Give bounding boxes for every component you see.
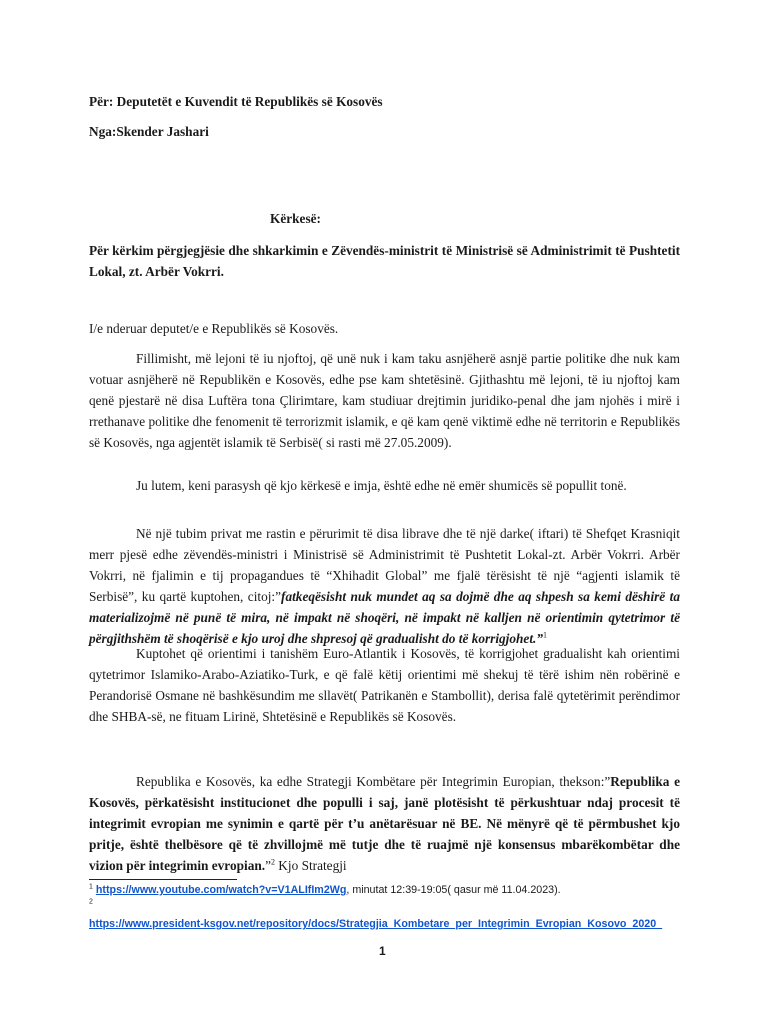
paragraph-text: Në një tubim privat me rastin e përurimit të disa librave dhe të një darke( iftari) të Shefqet Krasniqit merr pjesë edhe zëvendës-ministri i Ministrisë së Administrimit të Pushtetit Lokal-zt. Arbër Vokrri. Arbër Vokrri, në fjalimin e tij propagandues të “Xhihadit Global” me fjalë tërësisht të një “agjenti islamik të Serbisë”, ku qartë kuptohen, citoj:”: [89, 526, 680, 604]
quote-close: ”: [265, 858, 271, 873]
sender-line: Nga:Skender Jashari: [89, 124, 209, 139]
footnote-2-link[interactable]: https://www.president-ksgov.net/repository/docs/Strategjia_Kombetare_per_Integrimin_Evropian_Kosovo_2020_: [89, 918, 663, 930]
quote-text: Republika e Kosovës, përkatësisht institucionet dhe populli i saj, janë plotësisht të përkushtuar ndaj procesit të integrimit evropian me synimin e qartë për t’u anëtarësuar në BE. Në mënyrë që të përmbushet kjo pritje, është thelbësore që të zhvillojmë më tutje dhe të ruajmë një konsensus mbarëkombëtar dhe vizion për integrimin evropian.: [89, 774, 680, 873]
footnote-ref-1[interactable]: 1: [542, 630, 547, 640]
footnote-ref-2[interactable]: 2: [270, 857, 275, 867]
footnote-2-body: [89, 918, 662, 930]
footnote-2: [89, 899, 93, 911]
paragraph-text: Republika e Kosovës, ka edhe Strategji Kombëtare për Integrimin Europian, thekson:”: [136, 774, 611, 789]
paragraph-orientation: Kuptohet që orientimi i tanishëm Euro-Atlantik i Kosovës, të korrigjohet gradualisht kah orientimi qytetrimor Islamiko-Arabo-Aziatiko-Turk, e që falë këtij orientimi më shekuj të tërë ishim nën robërinë e Perandorisë Osmane në bashkësundim me sllavët( Patrikanën e Stambollit), derisa falë qytetërimit perëndimor dhe SHBA-së, ne fituam Lirinë, Shtetësinë e Republikës së Kosovës.: [89, 646, 680, 724]
salutation: I/e nderuar deputet/e e Republikës së Kosovës.: [89, 321, 339, 336]
footnote-separator: [89, 879, 237, 880]
page-number: 1: [379, 944, 386, 958]
request-title: Kërkesë:: [270, 211, 321, 226]
paragraph-continuation: Kjo Strategji: [274, 858, 347, 873]
paragraph-intro: Fillimisht, më lejoni të iu njoftoj, që unë nuk i kam taku asnjëherë asnjë partie politike dhe nuk kam votuar asnjëherë në Republikën e Kosovës, edhe pse kam shtetësinë. Gjithashtu më lejoni, të iu njoftoj kam qenë pjestarë në disa Luftëra tona Çlirimtare, kam studiuar drejtimin juridiko-penal dhe jam njohës i mirë i rrethanave politike dhe fenomenit të terrorizmit islamik, e që kam qenë viktimë edhe në territorin e Republikës së Kosovës, nga agjentët islamik të Serbisë( si rasti më 27.05.2009).: [89, 351, 680, 450]
paragraph-request-note: Ju lutem, keni parasysh që kjo kërkesë e imja, është edhe në emër shumicës së popullit tonë.: [136, 478, 627, 493]
footnote-1: [89, 884, 561, 896]
paragraph-speech-quote: [89, 523, 680, 649]
footnote-number: 2: [89, 898, 93, 906]
footnote-1-link[interactable]: https://www.youtube.com/watch?v=V1ALIfIm2Wg: [95, 884, 347, 896]
footnote-1-text: , minutat 12:39-19:05( qasur më 11.04.2023).: [346, 884, 561, 896]
paragraph-strategy: [89, 771, 680, 876]
quote-text: fatkeqësisht nuk mundet aq sa dojmë dhe aq shpesh sa kemi dëshirë ta materializojmë në punë të mira, në impakt në shoqëri, në impakt në kalljen në orientimin qytetrimor të përgjithshëm të shoqërisë e kjo uroj dhe shpresoj që gradualisht do të korrigjohet.”: [89, 589, 680, 646]
footnote-number: 1: [89, 883, 93, 891]
recipient-line: Për: Deputetët e Kuvendit të Republikës së Kosovës: [89, 94, 383, 109]
subject-heading: Për kërkim përgjegjësie dhe shkarkimin e Zëvendës-ministrit të Ministrisë së Administrimit të Pushtetit Lokal, zt. Arbër Vokrri.: [89, 243, 680, 279]
